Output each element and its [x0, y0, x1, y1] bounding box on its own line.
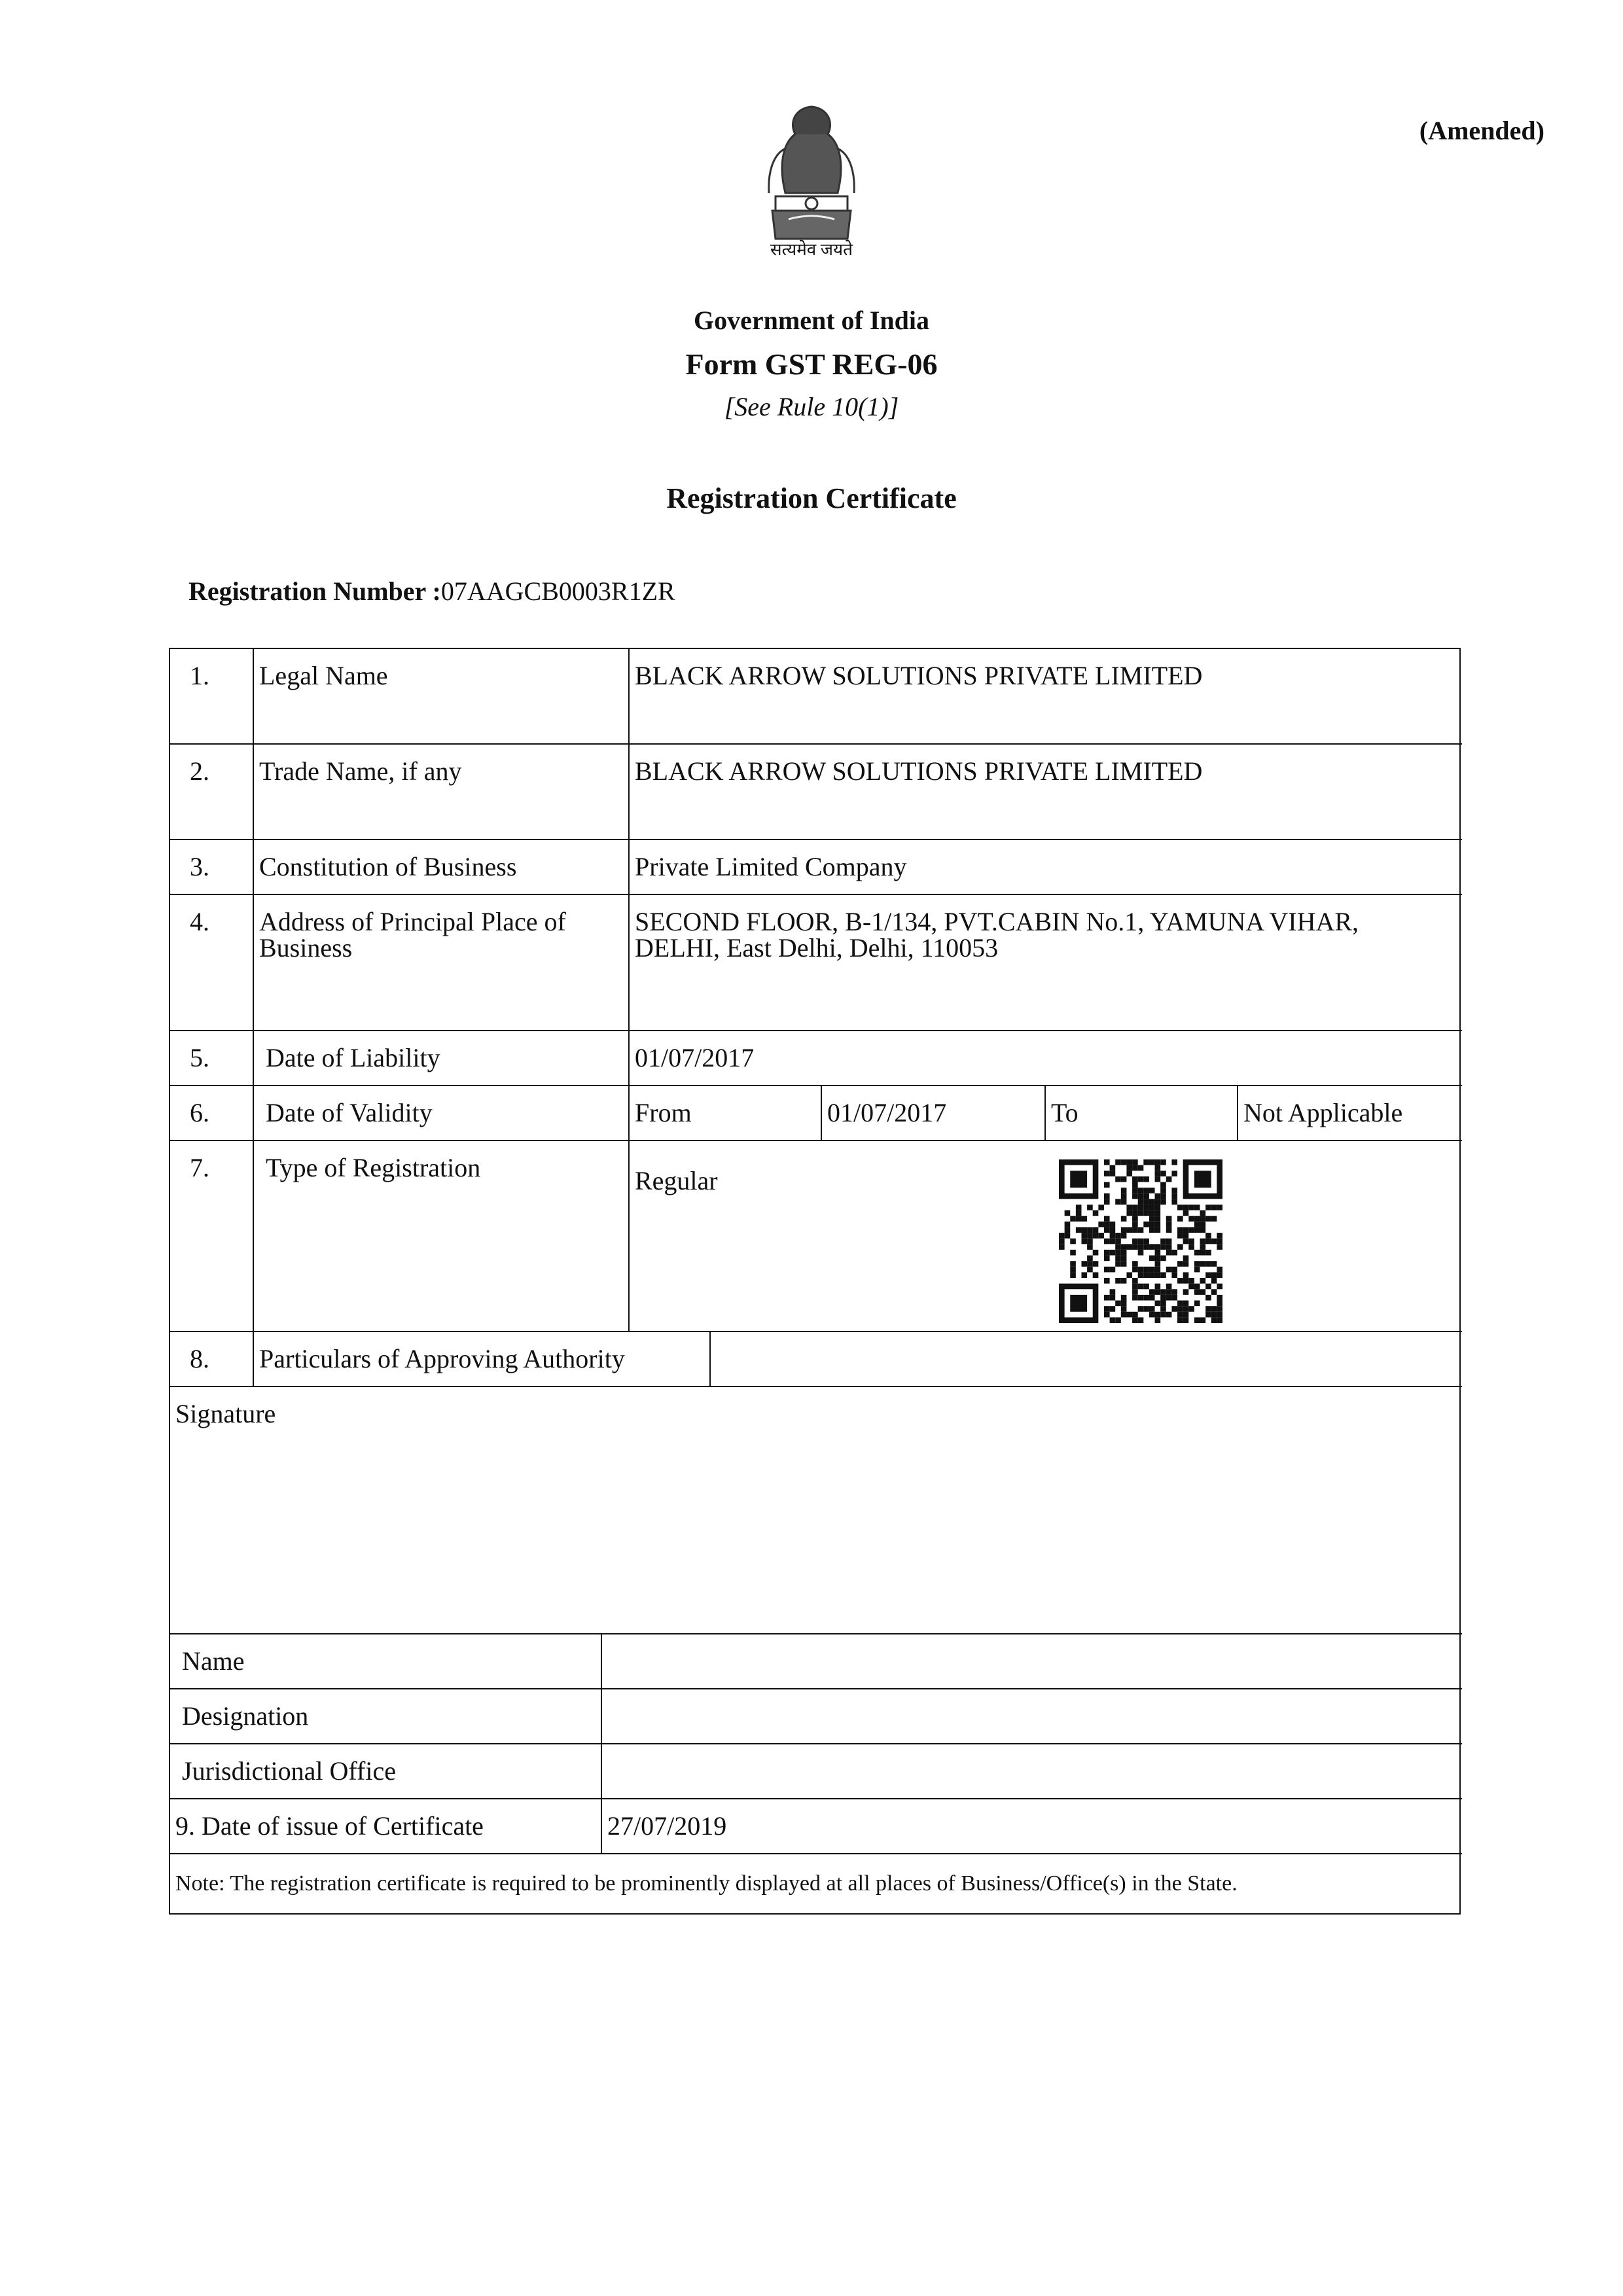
- registration-type-value: Regular: [635, 1166, 718, 1195]
- name-label: Name: [182, 1646, 245, 1676]
- emblem-motto: सत्यमेव जयते: [770, 240, 853, 259]
- liability-date-value: 01/07/2017: [635, 1043, 755, 1072]
- approving-authority-label: Particulars of Approving Authority: [259, 1344, 625, 1373]
- address-label-line2: Business: [259, 933, 353, 963]
- qr-code-icon: [1059, 1159, 1222, 1323]
- address-value-line2: DELHI, East Delhi, Delhi, 110053: [635, 933, 999, 963]
- jurisdictional-office-label: Jurisdictional Office: [182, 1756, 396, 1786]
- row-2-number: 2.: [190, 756, 209, 786]
- validity-to-value: Not Applicable: [1243, 1098, 1403, 1127]
- rule-reference: [See Rule 10(1)]: [724, 392, 899, 421]
- trade-name-label: Trade Name, if any: [259, 756, 462, 786]
- liability-date-label: Date of Liability: [266, 1043, 440, 1072]
- validity-to-label: To: [1051, 1098, 1079, 1127]
- address-label-line1: Address of Principal Place of: [259, 907, 566, 936]
- registration-number-label: Registration Number :: [188, 576, 441, 606]
- constitution-value: Private Limited Company: [635, 852, 907, 881]
- display-note: Note: The registration certificate is required to be prominently displayed at all places of Business/Office(s) in the State.: [175, 1871, 1238, 1896]
- row-8-number: 8.: [190, 1344, 209, 1373]
- designation-label: Designation: [182, 1701, 309, 1731]
- constitution-label: Constitution of Business: [259, 852, 517, 881]
- address-value-line1: SECOND FLOOR, B-1/134, PVT.CABIN No.1, YAMUNA VIHAR,: [635, 907, 1359, 936]
- amended-label: (Amended): [1419, 116, 1544, 145]
- form-title: Form GST REG-06: [685, 347, 938, 381]
- legal-name-value: BLACK ARROW SOLUTIONS PRIVATE LIMITED: [635, 661, 1203, 690]
- registration-type-label: Type of Registration: [266, 1153, 481, 1182]
- row-7-number: 7.: [190, 1153, 209, 1182]
- row-5-number: 5.: [190, 1043, 209, 1072]
- issue-date-label: 9. Date of issue of Certificate: [175, 1811, 484, 1841]
- certificate-title: Registration Certificate: [666, 482, 957, 514]
- validity-date-label: Date of Validity: [266, 1098, 433, 1127]
- legal-name-label: Legal Name: [259, 661, 388, 690]
- trade-name-value: BLACK ARROW SOLUTIONS PRIVATE LIMITED: [635, 756, 1203, 786]
- issue-date-value: 27/07/2019: [607, 1811, 727, 1841]
- row-1-number: 1.: [190, 661, 209, 690]
- signature-label: Signature: [175, 1399, 276, 1428]
- registration-number-value: 07AAGCB0003R1ZR: [440, 576, 675, 606]
- certificate-table: [169, 648, 1461, 1915]
- row-4-number: 4.: [190, 907, 209, 936]
- government-heading: Government of India: [694, 306, 929, 335]
- row-6-number: 6.: [190, 1098, 209, 1127]
- validity-from-value: 01/07/2017: [827, 1098, 947, 1127]
- registration-number: [188, 576, 675, 607]
- validity-from-label: From: [635, 1098, 692, 1127]
- row-3-number: 3.: [190, 852, 209, 881]
